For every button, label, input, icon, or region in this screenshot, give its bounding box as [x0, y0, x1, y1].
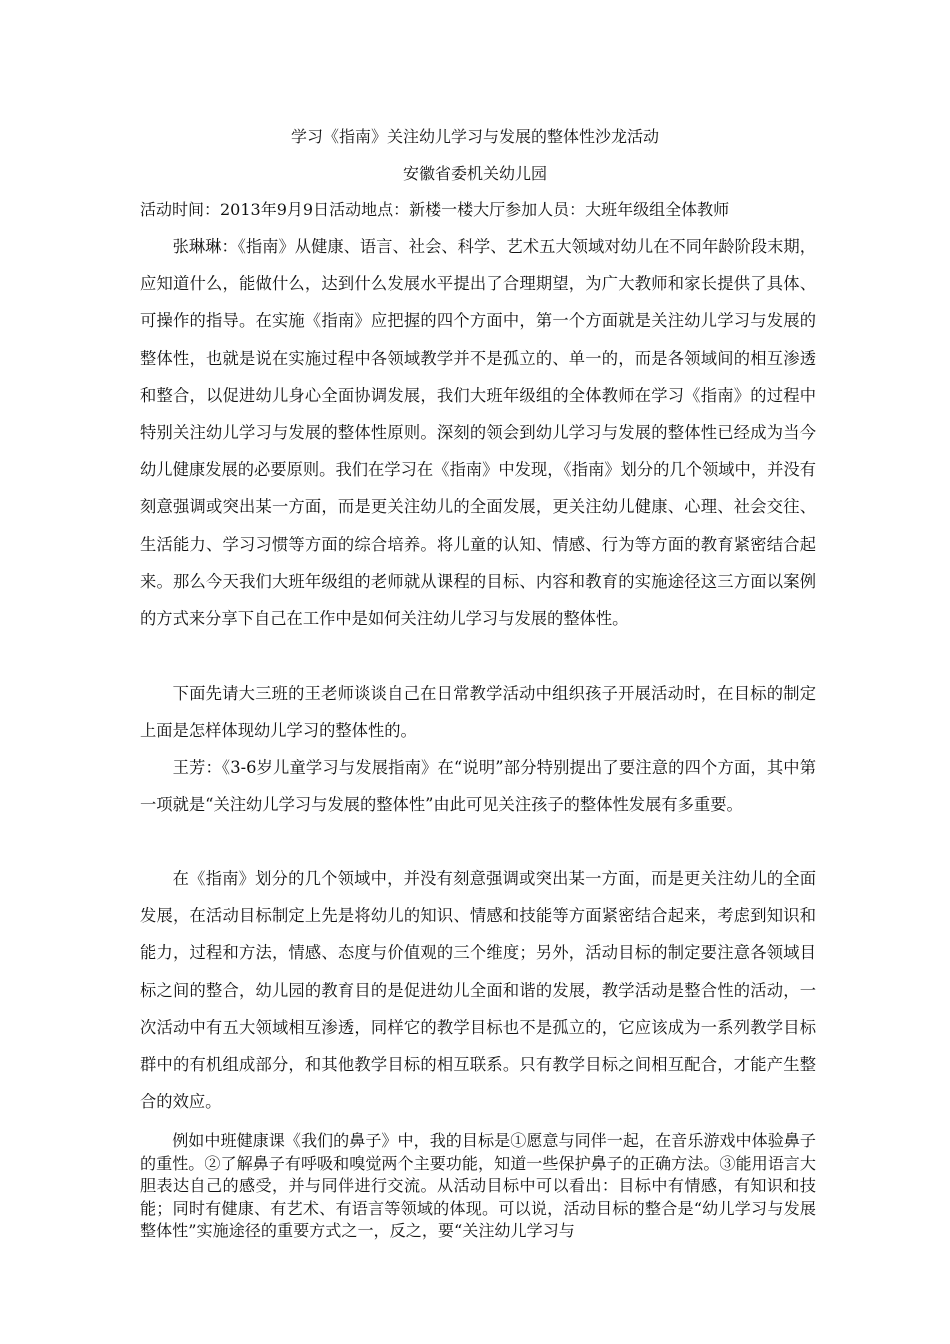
document-title: 学习《指南》关注幼儿学习与发展的整体性沙龙活动	[290, 127, 659, 146]
paragraph: 在《指南》划分的几个领域中，并没有刻意强调或突出某一方面，而是更关注幼儿的全面发展，在活动目标制定上先是将幼儿的知识、情感和技能等方面紧密结合起来，考虑到知识和能力，过程和方法，情感、态度与价值观的三个维度；另外，活动目标的制定要注意各领域目标之间的整合，幼儿园的教育目的是促进幼儿全面和谐的发展，教学活动是整合性的活动，一次活动中有五大领域相互渗透，同样它的教学目标也不是孤立的，它应该成为一系列教学目标群中的有机组成部分，和其他教学目标的相互联系。只有教学目标之间相互配合，才能产生整合的效应。	[140, 869, 816, 1112]
paragraph: 下面先请大三班的王老师谈谈自己在日常教学活动中组织孩子开展活动时，在目标的制定上面是怎样体现幼儿学习的整体性的。	[140, 684, 816, 741]
activity-meta-line: 活动时间：2013年9月9日活动地点：新楼一楼大厅参加人员：大班年级组全体教师	[140, 200, 730, 219]
paragraph: 王芳：《3-6岁儿童学习与发展指南》在“说明”部分特别提出了要注意的四个方面，其中第一项就是“关注幼儿学习与发展的整体性”由此可见关注孩子的整体性发展有多重要。	[140, 758, 816, 815]
paragraph: 例如中班健康课《我们的鼻子》中，我的目标是①愿意与同伴一起，在音乐游戏中体验鼻子的重性。②了解鼻子有呼吸和嗅觉两个主要功能，知道一些保护鼻子的正确方法。③能用语言大胆表达自己的感受，并与同伴进行交流。从活动目标中可以看出：目标中有情感，有知识和技能；同时有健康、有艺术、有语言等领域的体现。可以说，活动目标的整合是“幼儿学习与发展整体性”实施途径的重要方式之一，反之，要“关注幼儿学习与	[140, 1131, 816, 1241]
organization-name: 安徽省委机关幼儿园	[402, 164, 547, 183]
paragraph: 张琳琳：《指南》从健康、语言、社会、科学、艺术五大领域对幼儿在不同年龄阶段末期，应知道什么，能做什么，达到什么发展水平提出了合理期望，为广大教师和家长提供了具体、可操作的指导。在实施《指南》应把握的四个方面中，第一个方面就是关注幼儿学习与发展的整体性，也就是说在实施过程中各领域教学并不是孤立的、单一的，而是各领域间的相互渗透和整合，以促进幼儿身心全面协调发展，我们大班年级组的全体教师在学习《指南》的过程中特别关注幼儿学习与发展的整体性原则。深刻的领会到幼儿学习与发展的整体性已经成为当今幼儿健康发展的必要原则。我们在学习在《指南》中发现，《指南》划分的几个领域中，并没有刻意强调或突出某一方面，而是更关注幼儿的全面发展，更关注幼儿健康、心理、社会交往、生活能力、学习习惯等方面的综合培养。将儿童的认知、情感、行为等方面的教育紧密结合起来。那么今天我们大班年级组的老师就从课程的目标、内容和教育的实施途径这三方面以案例的方式来分享下自己在工作中是如何关注幼儿学习与发展的整体性。	[140, 237, 816, 629]
